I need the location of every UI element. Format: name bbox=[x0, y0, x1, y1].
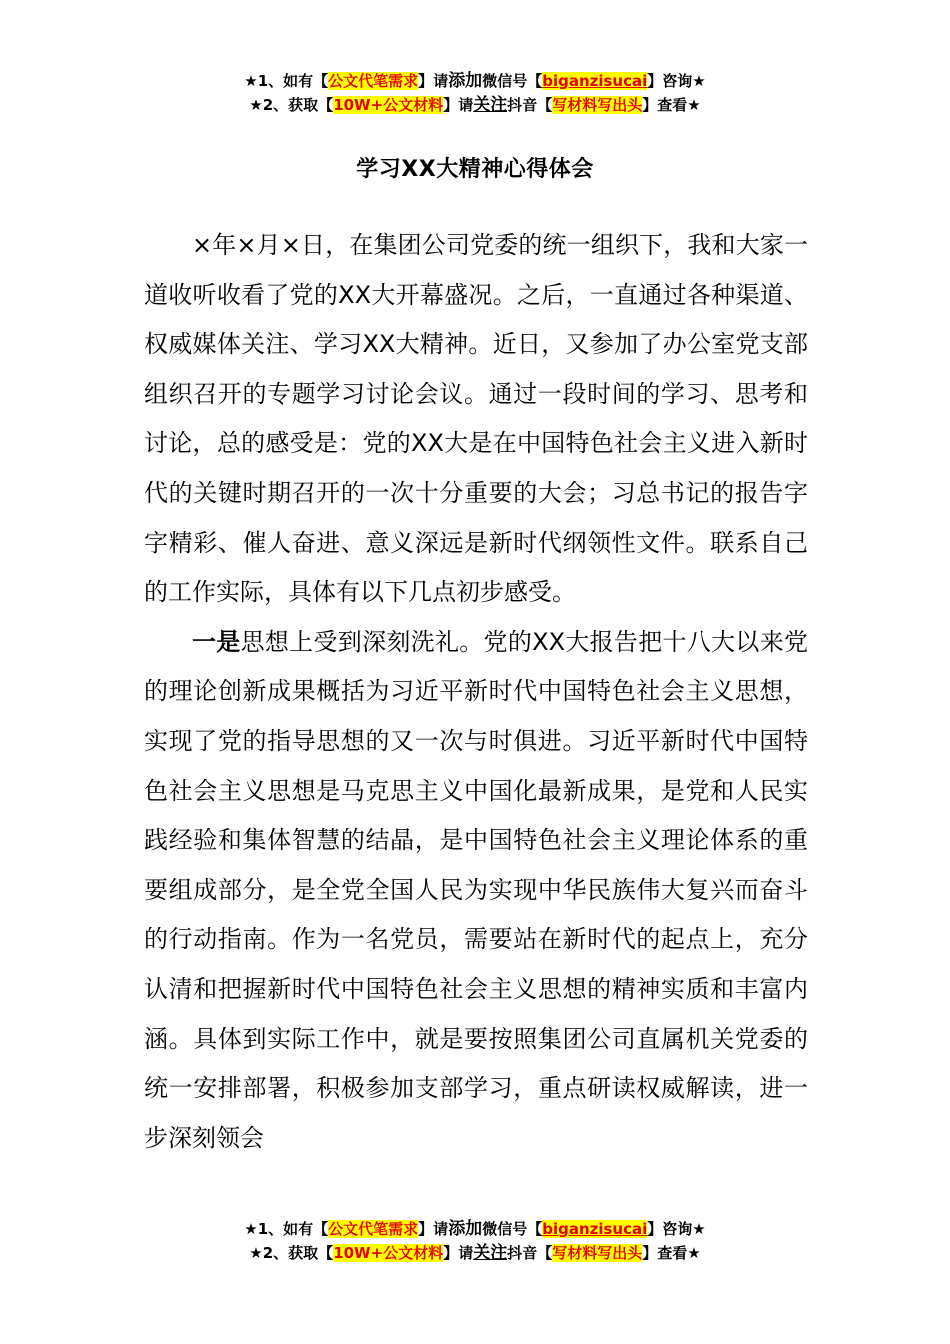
promo-line-1: ★1、如有【公文代笔需求】请添加微信号【biganzisucai】咨询★ bbox=[244, 1219, 706, 1239]
paragraph-lead: 一是 bbox=[192, 627, 241, 656]
wechat-id: biganzisucai bbox=[542, 1220, 648, 1238]
highlight-service: 公文代笔需求 bbox=[328, 1220, 419, 1238]
highlight-service: 公文代笔需求 bbox=[328, 72, 419, 90]
promo-line-1: ★1、如有【公文代笔需求】请添加微信号【biganzisucai】咨询★ bbox=[244, 71, 706, 91]
paragraph-intro: ×年×月×日，在集团公司党委的统一组织下，我和大家一道收听收看了党的XX大开幕盛况。之后，一直通过各种渠道、权威媒体关注、学习XX大精神。近日，又参加了办公室党支部组织召开的专题学习讨论会议。通过一段时间的学习、思考和讨论，总的感受是：党的XX大是在中国特色社会主义进入新时代的关键时期召开的一次十分重要的大会；习总书记的报告字字精彩、催人奋进、意义深远是新时代纲领性文件。联系自己的工作实际，具体有以下几点初步感受。 bbox=[144, 231, 808, 607]
wechat-id: biganzisucai bbox=[542, 72, 648, 90]
document-body bbox=[144, 221, 808, 1163]
highlight-materials: 10W+公文材料 bbox=[333, 96, 444, 114]
paragraph-point-1: 一是思想上受到深刻洗礼。党的XX大报告把十八大以来党的理论创新成果概括为习近平新时代中国特色社会主义思想，实现了党的指导思想的又一次与时俱进。习近平新时代中国特色社会主义思想是马克思主义中国化最新成果，是党和人民实践经验和集体智慧的结晶，是中国特色社会主义理论体系的重要组成部分，是全党全国人民为实现中华民族伟大复兴而奋斗的行动指南。作为一名党员，需要站在新时代的起点上，充分认清和把握新时代中国特色社会主义思想的精神实质和丰富内涵。具体到实际工作中，就是要按照集团公司直属机关党委的统一安排部署，积极参加支部学习，重点研读权威解读，进一步深刻领会 bbox=[144, 627, 808, 1152]
promo-line-2: ★2、获取【10W+公文材料】请关注抖音【写材料写出头】查看★ bbox=[249, 95, 701, 115]
emphasis-follow: 关注 bbox=[473, 1243, 508, 1263]
promo-banner-bottom bbox=[0, 1218, 950, 1266]
emphasis-follow: 关注 bbox=[473, 95, 508, 115]
emphasis-add: 添加 bbox=[448, 1219, 483, 1239]
emphasis-add: 添加 bbox=[448, 71, 483, 91]
document-title: 学习XX大精神心得体会 bbox=[356, 157, 594, 182]
highlight-materials: 10W+公文材料 bbox=[333, 1244, 444, 1262]
promo-banner-top bbox=[0, 70, 950, 118]
douyin-account: 写材料写出头 bbox=[552, 96, 643, 114]
promo-line-2: ★2、获取【10W+公文材料】请关注抖音【写材料写出头】查看★ bbox=[249, 1243, 701, 1263]
douyin-account: 写材料写出头 bbox=[552, 1244, 643, 1262]
